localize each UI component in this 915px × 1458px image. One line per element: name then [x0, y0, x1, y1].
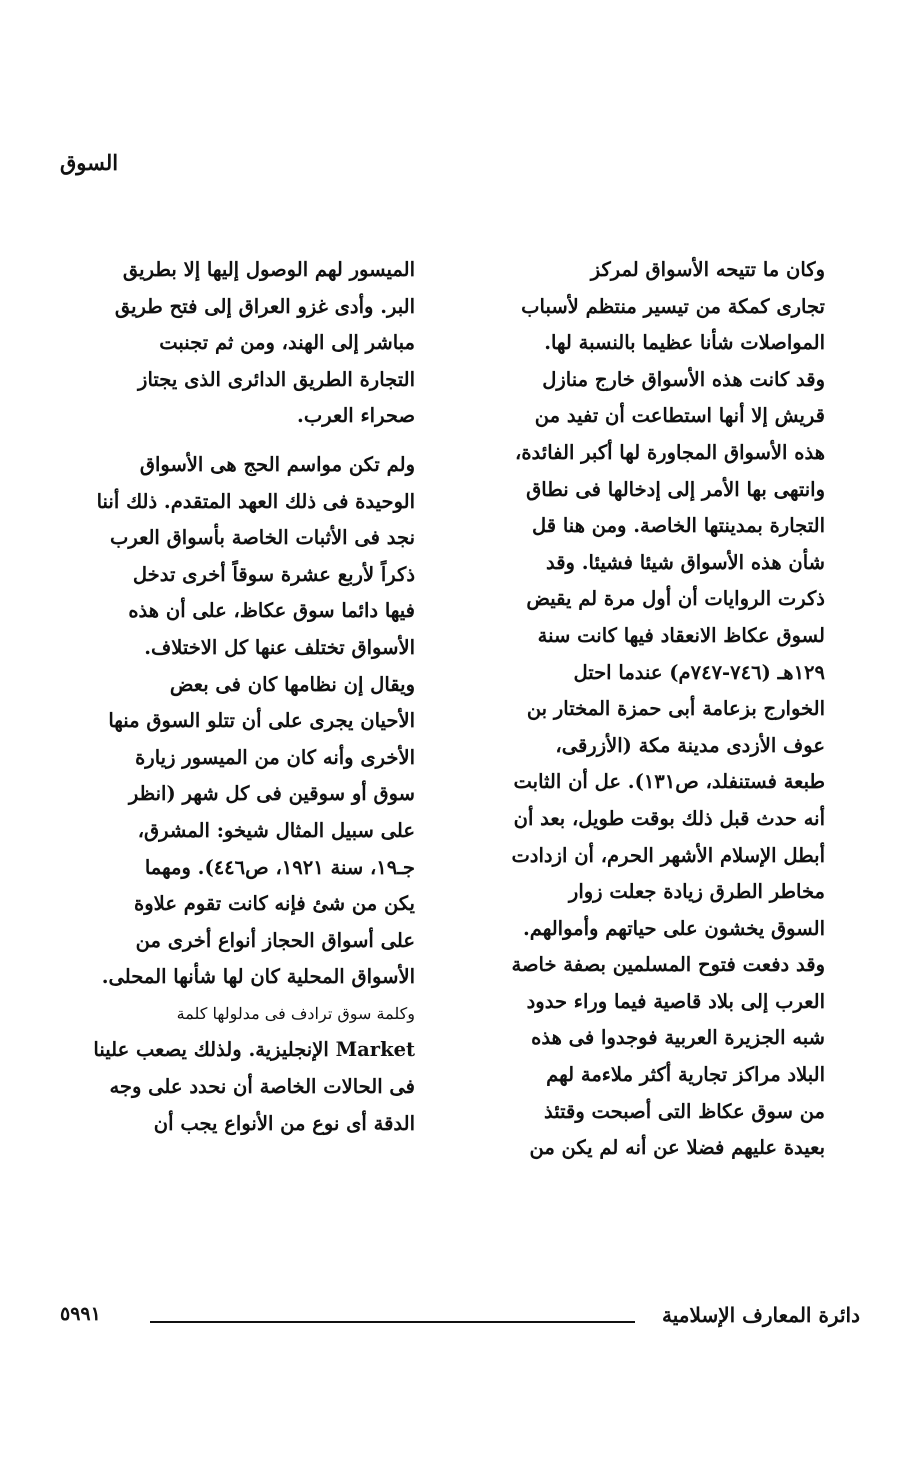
text-line: سوق أو سوقين فى كل شهر (انظر [128, 782, 415, 806]
text-line: فى الحالات الخاصة أن نحدد على وجه [109, 1075, 415, 1099]
text-line: الوحيدة فى ذلك العهد المتقدم. ذلك أننا [96, 489, 415, 513]
paragraph-gap [60, 435, 415, 447]
text-line: المواصلات شأنا عظيما بالنسبة لها. [544, 331, 825, 355]
text-line: ولم تكن مواسم الحج هى الأسواق [139, 452, 415, 476]
text-line: فيها دائما سوق عكاظ، على أن هذه [128, 599, 415, 623]
text-line: التجارة الطريق الدائرى الذى يجتاز [138, 367, 415, 391]
text-line: هذه الأسواق المجاورة لها أكبر الفائدة، [515, 440, 825, 464]
text-line: يكن من شئ فإنه كانت تقوم علاوة [134, 892, 415, 916]
text-line: طبعة فستنفلد، ص١٣١). عل أن الثابت [513, 770, 825, 794]
text-line: الدقة أى نوع من الأنواع يجب أن [153, 1111, 415, 1135]
text-line: الميسور لهم الوصول إليها إلا بطريق [122, 258, 415, 281]
text-line: أبطل الإسلام الأشهر الحرم، أن ازدادت [511, 843, 825, 867]
text-line: Market الإنجليزية. ولذلك يصعب علينا [93, 1038, 415, 1062]
text-line: مخاطر الطرق زيادة جعلت زوار [568, 880, 825, 904]
text-line: على أسواق الحجاز أنواع أخرى من [135, 928, 415, 952]
text-line: البلاد مراكز تجارية أكثر ملاءمة لهم [546, 1063, 825, 1087]
text-line: الأسواق تختلف عنها كل الاختلاف. [144, 635, 415, 659]
text-line: صحراء العرب. [297, 404, 415, 428]
text-line: أنه حدث قبل ذلك بوقت طويل، بعد أن [513, 806, 825, 830]
text-line: بعيدة عليهم فضلا عن أنه لم يكن من [529, 1136, 825, 1160]
text-line: نجد فى الأثبات الخاصة بأسواق العرب [109, 526, 415, 550]
text-line: وانتهى بها الأمر إلى إدخالها فى نطاق [526, 477, 825, 501]
page-footer [60, 1303, 860, 1333]
text-line: البر. وأدى غزو العراق إلى فتح طريق [114, 294, 415, 318]
text-line: التجارة بمدينتها الخاصة. ومن هنا قل [531, 514, 825, 538]
text-line: جـ١٩، سنة ١٩٢١، ص٤٤٦). ومهما [144, 855, 415, 879]
text-line: لسوق عكاظ الانعقاد فيها كانت سنة [537, 623, 825, 647]
text-line: تجارى كمكة من تيسير منتظم لأسباب [521, 294, 825, 318]
text-line: وكلمة سوق ترادف فى مدلولها كلمة [176, 1003, 415, 1023]
text-line: السوق يخشون على حياتهم وأموالهم. [522, 916, 825, 940]
text-line: الأحيان يجرى على أن تتلو السوق منها [108, 709, 415, 733]
text-line: عوف الأزدى مدينة مكة (الأزرقى، [555, 733, 825, 757]
text-line: على سبيل المثال شيخو: المشرق، [137, 818, 415, 842]
text-line: الأسواق المحلية كان لها شأنها المحلى. [101, 965, 415, 989]
text-line: الخوارج بزعامة أبى حمزة المختار بن [526, 697, 825, 721]
text-line: ذكرت الروايات أن أول مرة لم يقيض [526, 587, 825, 611]
text-line: العرب إلى بلاد قاصية فيما وراء حدود [526, 989, 825, 1013]
text-line: ١٢٩هـ (٧٤٦-٧٤٧م) عندما احتل [573, 660, 825, 684]
text-line: الأخرى وأنه كان من الميسور زيارة [135, 745, 415, 769]
text-line: من سوق عكاظ التى أصبحت وقتئذ [544, 1099, 825, 1123]
right-column [470, 252, 825, 1167]
page-header: السوق [60, 150, 119, 175]
footer-title: دائرة المعارف الإسلامية [662, 1303, 860, 1327]
text-line: وقد دفعت فتوح المسلمين بصفة خاصة [511, 953, 825, 977]
text-line: ويقال إن نظامها كان فى بعض [169, 672, 415, 696]
text-line: وقد كانت هذه الأسواق خارج منازل [542, 367, 825, 391]
text-line: مباشر إلى الهند، ومن ثم تجنبت [159, 331, 415, 355]
text-line: شبه الجزيرة العربية فوجدوا فى هذه [531, 1026, 825, 1050]
left-column [60, 252, 415, 1142]
page-number: ٥٩٩١ [60, 1303, 101, 1325]
text-line: ذكراً لأربع عشرة سوقاً أخرى تدخل [132, 562, 415, 586]
text-line: قريش إلا أنها استطاعت أن تفيد من [534, 404, 825, 428]
text-line: وكان ما تتيحه الأسواق لمركز [590, 258, 825, 281]
footer-rule [150, 1321, 635, 1323]
text-line: شأن هذه الأسواق شيئا فشيئا. وقد [545, 550, 825, 574]
